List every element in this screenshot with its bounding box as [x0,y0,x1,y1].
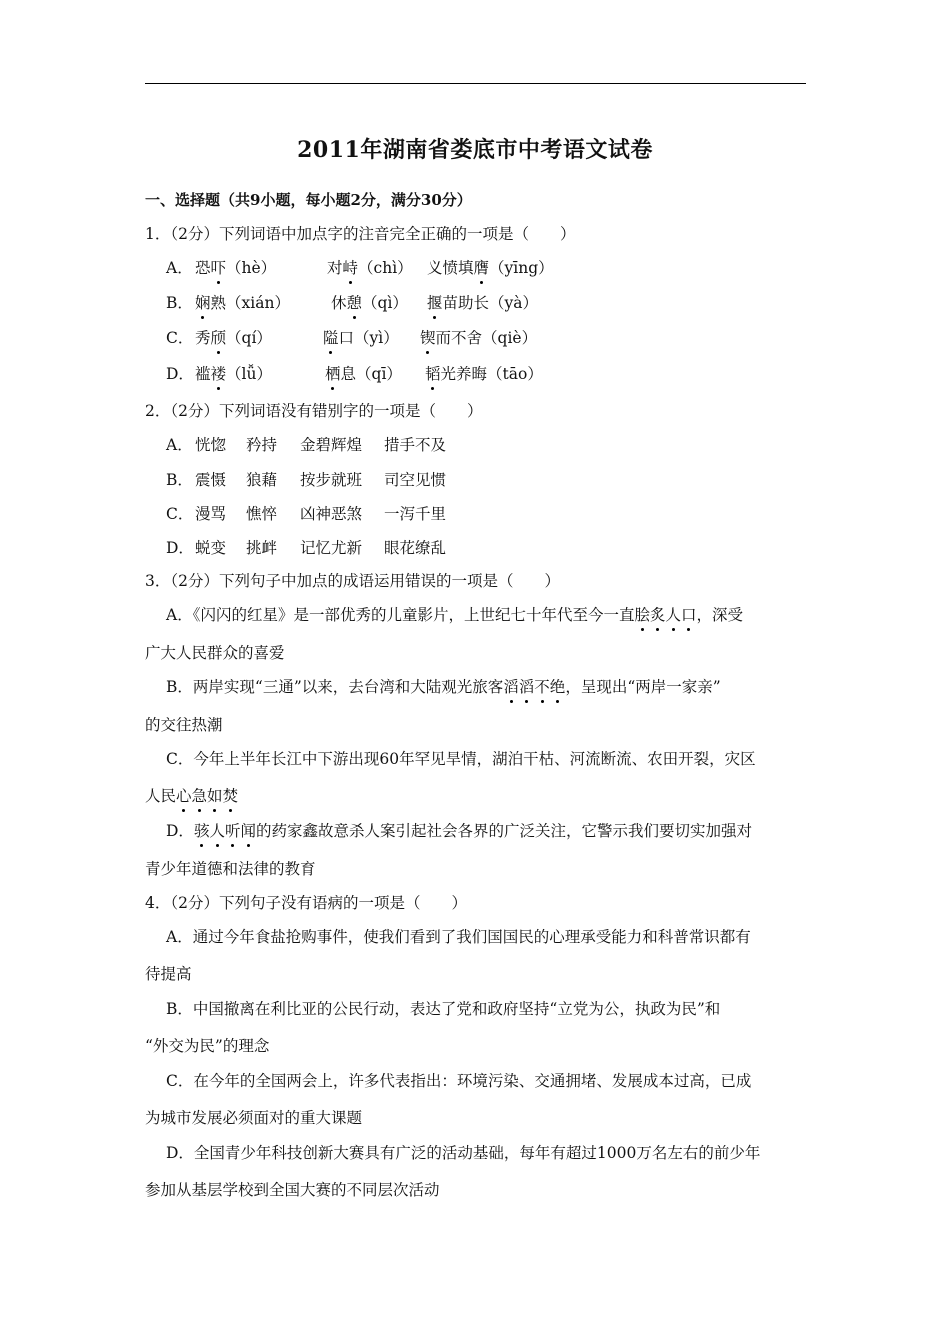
question-1-stem: 1．（2分）下列词语中加点字的注音完全正确的一项是（ ） [145,225,576,243]
word-text: 熟（xián） [210,294,290,312]
question-4-option-b-cont: “外交为民”的理念 [145,1037,270,1055]
emphasis-char: 锲 [420,329,436,347]
page-title: 2011年湖南省娄底市中考语文试卷 [297,137,653,163]
option-word [323,328,399,348]
option-label: D． [166,539,194,557]
emphasis-char: 闻 [240,822,256,840]
dotted-idiom [503,678,565,696]
question-1-option-a [166,258,554,278]
question-3-option-b [166,677,721,697]
option-word: 震慑 [195,471,227,489]
option-word: 一泻千里 [384,505,447,523]
emphasis-char: 栖 [325,365,341,383]
word-text: 对 [327,259,343,277]
option-label: B． [166,294,193,312]
word-text: 秀 [195,329,211,347]
option-word: 蜕变 [195,539,227,557]
word-text: 息（qī） [340,365,402,383]
emphasis-char: 人 [665,606,681,624]
word-text: 口（yì） [338,329,399,347]
question-3-option-d [166,821,752,841]
emphasis-char: 憩 [346,294,363,312]
header-rule [145,83,806,84]
question-1-option-d [166,364,543,384]
option-text: A．《闪闪的红星》是一部优秀的儿童影片，上世纪七十年代至今一直 [166,606,635,624]
emphasis-char: 人 [209,822,225,840]
emphasis-char: 绝 [549,678,566,696]
emphasis-char: 听 [224,822,241,840]
option-word: 眼花缭乱 [384,539,447,557]
word-text: 苗助长（yà） [442,294,539,312]
word-text: 而不舍（qiè） [435,329,538,347]
option-word [195,293,290,313]
emphasis-char: 娴 [195,294,211,312]
emphasis-char: 膺 [473,259,490,277]
emphasis-char: 不 [534,678,550,696]
emphasis-char: 骇 [193,822,210,840]
option-label: C． [166,329,194,347]
section-heading: 一、选择题（共9小题，每小题2分，满分30分） [145,191,472,209]
question-3-option-a [166,605,743,625]
emphasis-char: 如 [207,787,223,805]
question-3-stem: 3．（2分）下列句子中加点的成语运用错误的一项是（ ） [145,572,560,590]
option-word: 狼藉 [246,471,278,489]
question-4-option-d: D．全国青少年科技创新大赛具有广泛的活动基础，每年有超过1000万名左右的前少年 [166,1144,761,1162]
question-3-option-c-cont [145,786,238,806]
option-label: A． [166,259,193,277]
option-word: 金碧辉煌 [300,436,363,454]
word-text: （chì） [358,259,413,277]
question-4-option-c-cont: 为城市发展必须面对的重大课题 [145,1109,363,1127]
question-3-option-c: C．今年上半年长江中下游出现60年罕见旱情，湖泊干枯、河流断流、农田开裂，灾区 [166,750,756,768]
word-text: 休 [331,294,347,312]
option-text: 人民 [145,787,177,805]
question-3-option-b-cont: 的交往热潮 [145,716,223,734]
option-text: ，呈现出“两岸一家亲” [565,678,721,696]
word-text: （qí） [226,329,272,347]
dotted-idiom [634,606,696,624]
emphasis-char: 脍 [634,606,650,624]
question-4-option-a-cont: 待提高 [145,965,192,983]
question-3-option-a-cont: 广大人民群众的喜爱 [145,644,285,662]
option-word: 按步就班 [300,471,363,489]
word-text: （lǚ） [226,365,272,383]
question-2-option-b [166,470,447,490]
emphasis-char: 韬 [425,365,441,383]
emphasis-char: 焚 [222,787,239,805]
option-word: 凶神恶煞 [300,505,363,523]
word-text: 褴 [195,365,211,383]
question-4-option-a: A．通过今年食盐抢购事件，使我们看到了我们国国民的心理承受能力和科普常识都有 [166,928,751,946]
option-word: 措手不及 [384,436,447,454]
emphasis-char: 揠 [427,294,443,312]
option-word [331,293,408,313]
emphasis-char: 吓 [210,259,227,277]
word-text: 光养晦（tāo） [440,365,543,383]
option-word [425,364,543,384]
question-2-stem: 2．（2分）下列词语没有错别字的一项是（ ） [145,402,483,420]
word-text: 义愤填 [427,259,474,277]
option-word [195,258,276,278]
option-word: 恍惚 [195,436,227,454]
emphasis-char: 口 [681,606,697,624]
emphasis-char: 炙 [649,606,666,624]
emphasis-char: 心 [176,787,192,805]
option-word [427,293,538,313]
emphasis-char: 颀 [210,329,227,347]
option-word: 憔悴 [246,505,278,523]
option-text: B．两岸实现“三通”以来，去台湾和大陆观光旅客 [166,678,504,696]
question-2-option-a [166,435,447,455]
emphasis-char: 峙 [342,259,359,277]
emphasis-char: 急 [191,787,208,805]
option-word: 漫骂 [195,505,227,523]
option-label: C． [166,505,194,523]
option-word [420,328,537,348]
word-text: （yīng） [489,259,554,277]
option-text: ，深受 [696,606,744,624]
option-text: D． [166,822,194,840]
word-text: （hè） [226,259,277,277]
option-word: 挑衅 [246,539,278,557]
question-4-stem: 4．（2分）下列句子没有语病的一项是（ ） [145,894,467,912]
option-word [195,328,272,348]
option-word [325,364,402,384]
option-label: A． [166,436,193,454]
option-word: 司空见惯 [384,471,447,489]
dotted-idiom [176,787,238,805]
option-word [195,364,272,384]
option-word: 矜持 [246,436,278,454]
question-2-option-d [166,538,447,558]
option-text: 的药家鑫故意杀人案引起社会各界的广泛关注，它警示我们要切实加强对 [256,822,753,840]
option-word [427,258,554,278]
question-3-option-d-cont: 青少年道德和法律的教育 [145,860,316,878]
question-4-option-b: B．中国撤离在利比亚的公民行动，表达了党和政府坚持“立党为公，执政为民”和 [166,1000,721,1018]
emphasis-char: 滔 [518,678,535,696]
emphasis-char: 滔 [503,678,519,696]
question-1-option-c [166,328,538,348]
question-1-option-b [166,293,539,313]
question-4-option-c: C．在今年的全国两会上，许多代表指出：环境污染、交通拥堵、发展成本过高，已成 [166,1072,752,1090]
emphasis-char: 褛 [210,365,227,383]
word-text: 恐 [195,259,211,277]
option-label: D． [166,365,194,383]
emphasis-char: 隘 [323,329,339,347]
option-label: B． [166,471,193,489]
word-text: （qì） [362,294,408,312]
question-2-option-c [166,504,447,524]
question-4-option-d-cont: 参加从基层学校到全国大赛的不同层次活动 [145,1181,440,1199]
dotted-idiom [194,822,256,840]
option-word [327,258,413,278]
option-word: 记忆尤新 [300,539,363,557]
